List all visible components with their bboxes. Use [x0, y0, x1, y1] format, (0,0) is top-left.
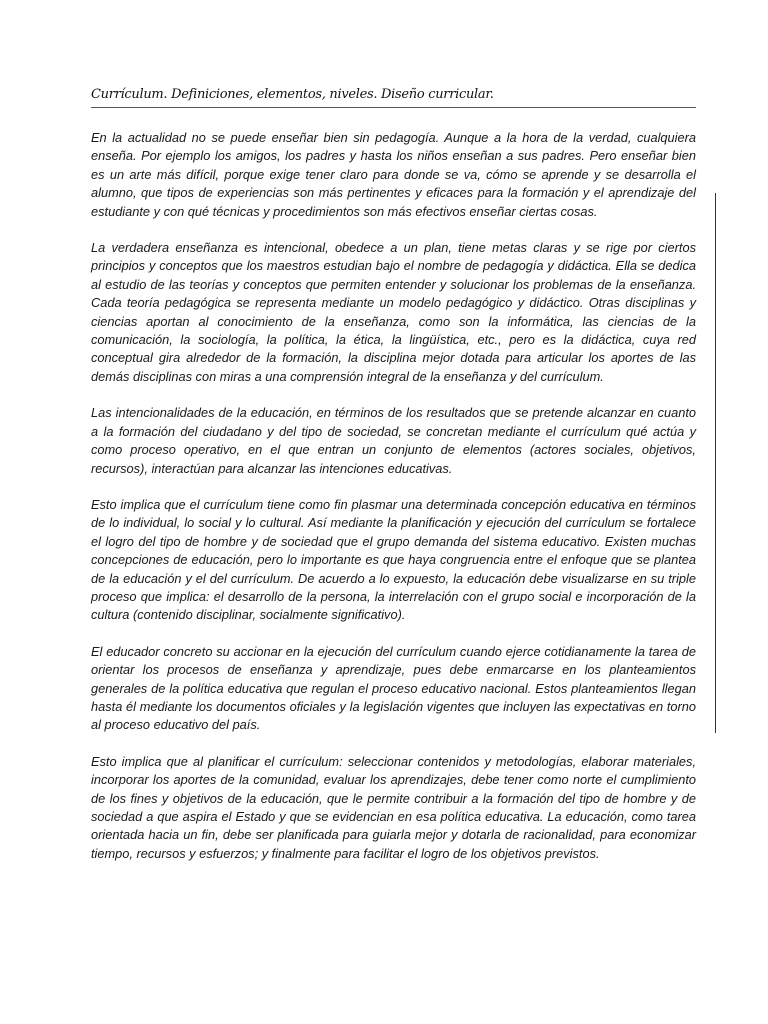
paragraph-4: Esto implica que el currículum tiene como fin plasmar una determinada concepción educativa en términos de lo individual, lo social y lo cultural. Así mediante la planificación y ejecución del currículum se fortalece el logro del tipo de hombre y de sociedad que el grupo demanda del sistema educativo. Existen muchas concepciones de educación, pero lo importante es que haya congruencia entre el enfoque que se plantea de la educación y el del currículum. De acuerdo a lo expuesto, la educación debe visualizarse en su triple proceso que implica: el desarrollo de la persona, la interrelación con el grupo social e incorporación de la cultura (contenido disciplinar, socialmente significativo). [91, 496, 696, 623]
margin-rule [715, 193, 716, 733]
document-body [91, 129, 696, 881]
paragraph-6: Esto implica que al planificar el currículum: seleccionar contenidos y metodologías, elaborar materiales, incorporar los aportes de la comunidad, evaluar los aprendizajes, debe tener como norte el cumplimiento de los fines y objetivos de la educación, que le permite contribuir a la formación del tipo de hombre y de sociedad a que aspira el Estado y que se evidencian en esa política educativa. La educación, como tarea orientada hacia un fin, debe ser planificada para guiarla mejor y dotarla de racionalidad, para economizar tiempo, recursos y esfuerzos; y finalmente para facilitar el logro de los objetivos previstos. [91, 753, 696, 861]
paragraph-5: El educador concreto su accionar en la ejecución del currículum cuando ejerce cotidianamente la tarea de orientar los procesos de enseñanza y aprendizaje, pues debe enmarcarse en los planteamientos generales de la política educativa que regulan el proceso educativo nacional. Estos planteamientos llegan hasta él mediante los documentos oficiales y la legislación vigentes que incluyen las expectativas en torno al proceso educativo del país. [91, 643, 696, 733]
paragraph-3: Las intencionalidades de la educación, en términos de los resultados que se pretende alcanzar en cuanto a la formación del ciudadano y del tipo de sociedad, se concretan mediante el currículum qué actúa y como proceso operativo, en el que entran un conjunto de elementos (actores sociales, objetivos, recursos), interactúan para alcanzar las intenciones educativas. [91, 405, 696, 476]
document-title: Currículum. Definiciones, elementos, niveles. Diseño curricular. [91, 87, 494, 102]
paragraph-2: La verdadera enseñanza es intencional, obedece a un plan, tiene metas claras y se rige por ciertos principios y conceptos que los maestros estudian bajo el nombre de pedagogía y didáctica. Ella se dedica al estudio de las teorías y conceptos que permiten entender y solucionar los problemas de la enseñanza. Cada teoría pedagógica se representa mediante un modelo pedagógico y didáctico. Otras disciplinas y ciencias aportan al conocimiento de la enseñanza, como son la informática, las ciencias de la comunicación, la sociología, la política, la ética, la lingüística, etc., pero es la didáctica, cuya red conceptual gira alrededor de la formación, la disciplina mejor dotada para articular los aportes de las demás disciplinas con miras a una comprensión integral de la enseñanza y del currículum. [91, 240, 696, 384]
title-underline [91, 107, 696, 108]
paragraph-1: En la actualidad no se puede enseñar bien sin pedagogía. Aunque a la hora de la verdad, cualquiera enseña. Por ejemplo los amigos, los padres y hasta los niños enseñan a sus padres. Pero enseñar bien es un arte más difícil, porque exige tener claro para donde se va, cómo se aprende y se desarrolla el alumno, que tipos de experiencias son más pertinentes y eficaces para la formación y el aprendizaje del estudiante y con qué técnicas y procedimientos son más efectivos enseñar ciertas cosas. [91, 130, 696, 219]
